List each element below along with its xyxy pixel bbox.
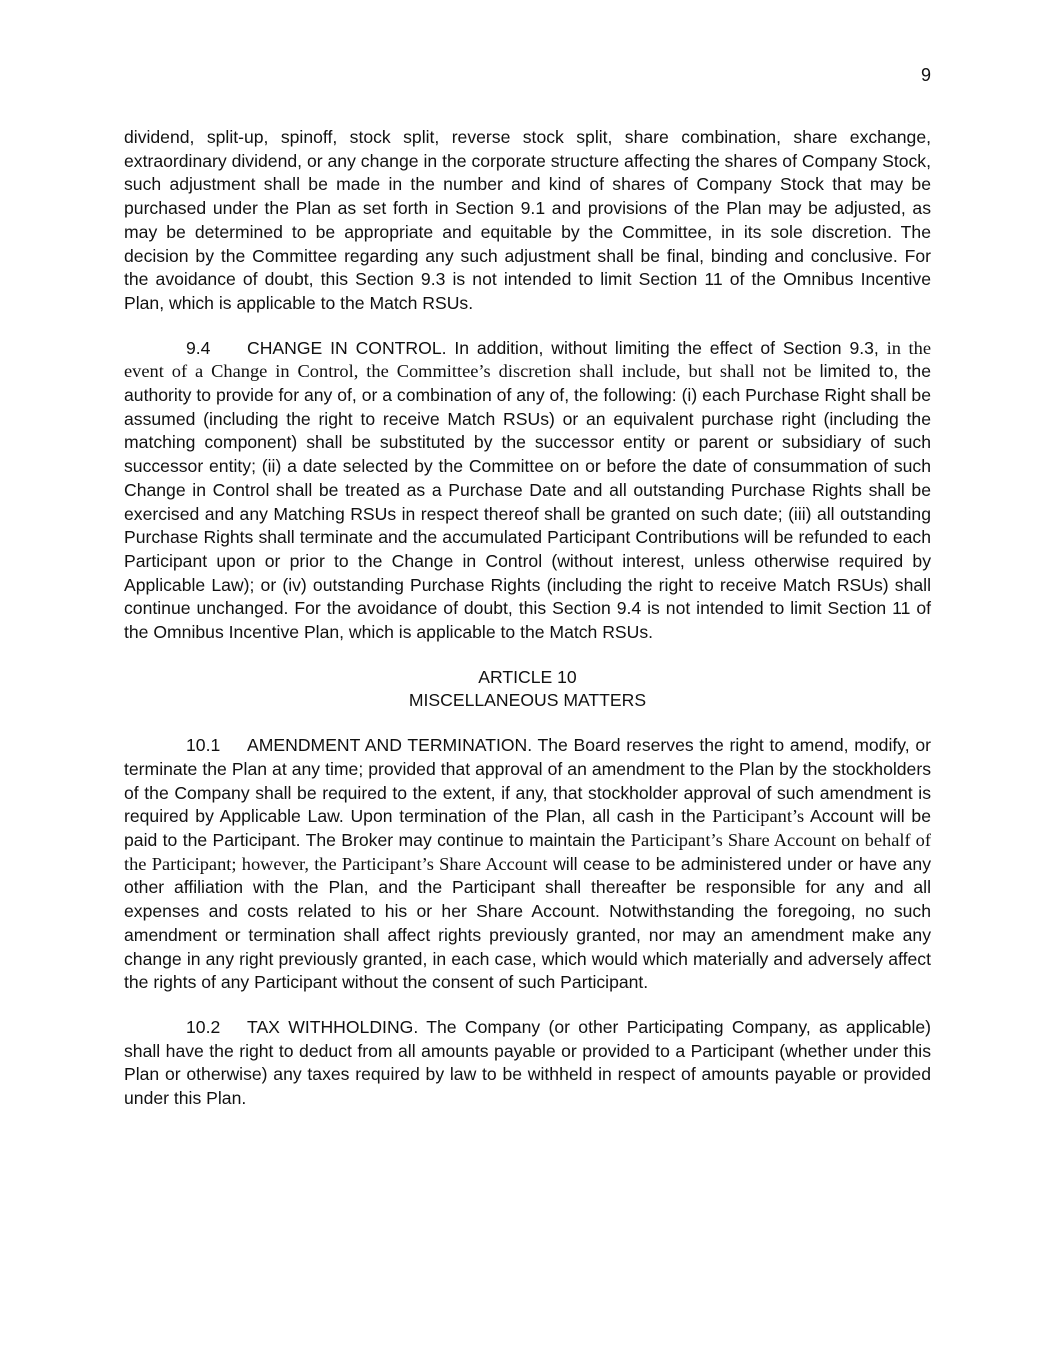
section-10-2 <box>124 1016 931 1111</box>
article-heading <box>124 666 931 713</box>
section-text-serif: Participant’s <box>712 806 805 827</box>
page-number: 9 <box>920 65 931 85</box>
section-text-serif-2: Participant’s Share Account on behalf of the Participant; however, the Participant’s Share Account <box>124 829 931 874</box>
section-number: 9.4 <box>186 337 211 358</box>
section-text-continued: Account will be paid to the Participant. The Broker may continue to maintain the <box>124 806 931 850</box>
paragraph-9-3-continued: dividend, split-up, spinoff, stock split, reverse stock split, share combination, share exchange, extraordinary dividend, or any change in the corporate structure affecting the shares of Company Stock, such adjustment shall be made in the number and kind of shares of Company Stock that may be purchased under the Plan as set forth in Section 9.1 and provisions of the Plan may be adjusted, as may be determined to be appropriate and equitable by the Committee, in its sole discretion. The decision by the Committee regarding any such adjustment shall be final, binding and conclusive. For the avoidance of doubt, this Section 9.3 is not intended to limit Section 11 of the Omnibus Incentive Plan, which is applicable to the Match RSUs. <box>124 127 931 313</box>
section-title: TAX WITHHOLDING <box>247 1016 414 1037</box>
section-text: . The Company (or other Participating Company, as applicable) shall have the right to deduct from all amounts payable or provided to a Participant (whether under this Plan or otherwise) any taxes required by law to be withheld in respect of amounts payable or provided under this Plan. <box>124 1016 932 1109</box>
section-title: CHANGE IN CONTROL <box>247 337 442 358</box>
section-title: AMENDMENT AND TERMINATION <box>247 735 528 756</box>
article-number: ARTICLE 10 <box>478 666 577 687</box>
section-text-serif: in the event of a Change in Control, the Committee’s discretion shall include, but shall not be <box>124 337 931 382</box>
section-number: 10.2 <box>186 1016 221 1037</box>
section-text-end: will cease to be administered under or have any other affiliation with the Plan, and the Participant shall thereafter be responsible for any and all expenses and costs related to his or her Share Account. Notwithstanding the foregoing, no such amendment or termination shall affect rights previously granted, nor may an amendment make any change in any right previously granted, in each case, which would which materially and adversely affect the rights of any Participant without the consent of such Participant. <box>124 853 931 993</box>
section-10-1 <box>124 734 931 995</box>
section-text: . In addition, without limiting the effect of Section 9.3, <box>441 337 887 358</box>
article-title: MISCELLANEOUS MATTERS <box>408 690 647 711</box>
document-body <box>124 126 931 1132</box>
section-text: . The Board reserves the right to amend, modify, or terminate the Plan at any time; provided that approval of an amendment to the Plan by the stockholders of the Company shall be required to the extent, if any, that stockholder approval of such amendment is required by Applicable Law. Upon termination of the Plan, all cash in the <box>124 735 931 827</box>
section-9-4 <box>124 337 931 645</box>
section-number: 10.1 <box>186 735 221 756</box>
section-text-continued: limited to, the authority to provide for any of, or a combination of any of, the following: (i) each Purchase Right shall be assumed (including the right to receive Match RSUs) or an equivalent purchase right (including the matching component) shall be substituted by the successor entity or parent or subsidiary of such successor entity; (ii) a date selected by the Committee on or before the date of consummation of such Change in Control shall be treated as a Purchase Date and all outstanding Purchase Rights shall be exercised and any Matching RSUs in respect thereof shall be granted on such date; (iii) all outstanding Purchase Rights shall terminate and the accumulated Participant Contributions will be refunded to each Participant upon or prior to the Change in Control (without interest, unless otherwise required by Applicable Law); or (iv) outstanding Purchase Rights (including the right to receive Match RSUs) shall continue unchanged. For the avoidance of doubt, this Section 9.4 is not intended to limit Section 11 of the Omnibus Incentive Plan, which is applicable to the Match RSUs. <box>124 361 932 643</box>
